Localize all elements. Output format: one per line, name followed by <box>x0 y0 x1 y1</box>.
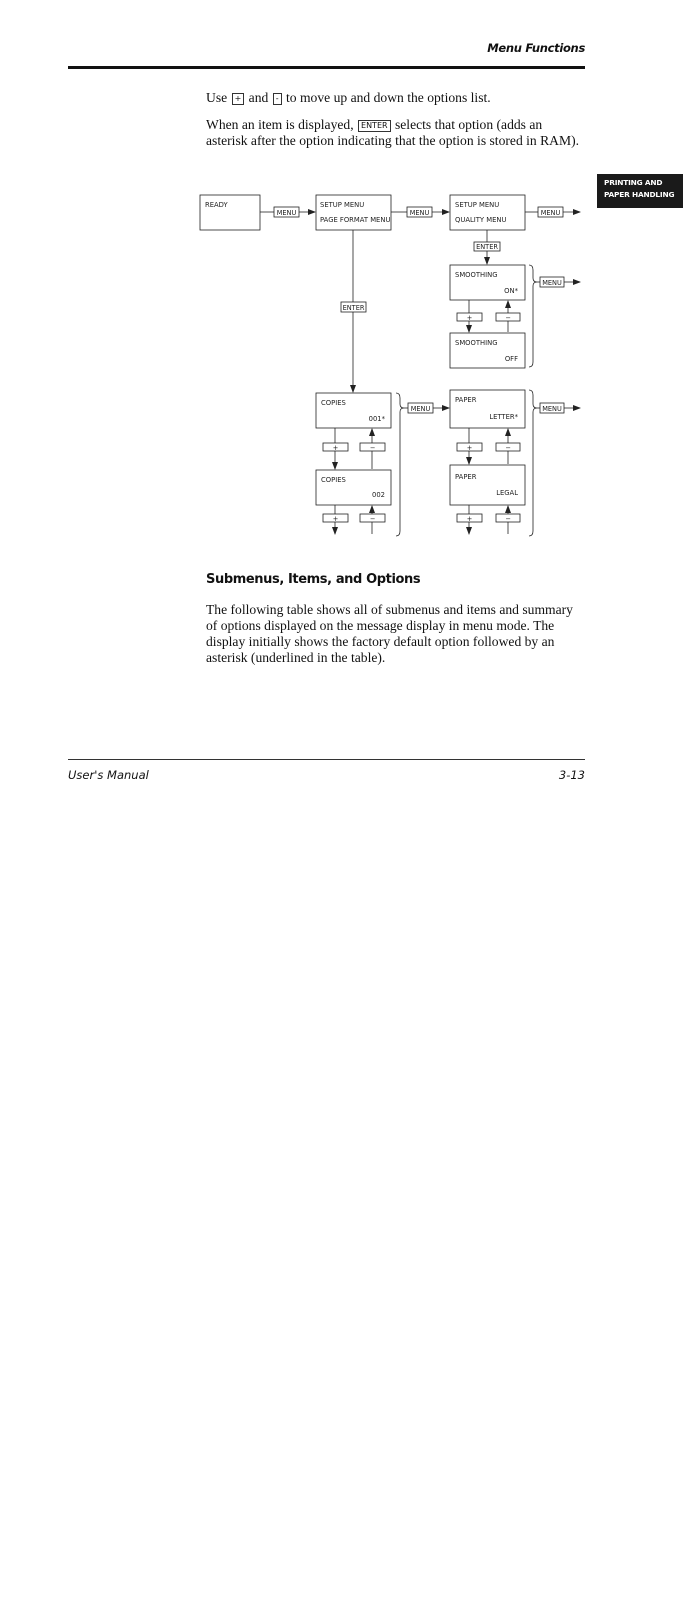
minus-key-label: − <box>505 444 511 452</box>
enter-key-label: ENTER <box>342 304 365 312</box>
paper-label: PAPER <box>455 473 477 481</box>
copies-label: COPIES <box>321 476 346 484</box>
smoothing-on-value: ON* <box>504 287 518 295</box>
minus-key-label: − <box>369 515 376 523</box>
ready-label: READY <box>205 201 228 209</box>
intro-text: and <box>248 90 269 105</box>
plus-key-label: + <box>332 515 339 523</box>
plus-key-glyph: + <box>232 93 245 105</box>
menu-key-label: MENU <box>542 405 562 413</box>
menu-key-label: MENU <box>540 209 561 217</box>
footer-manual-title: User's Manual <box>68 768 149 782</box>
intro-text: selects that option (adds an asterisk after the option indicating that the option is stored in RAM). <box>206 117 580 148</box>
minus-key-label: − <box>505 314 511 322</box>
intro-text: Use <box>206 90 228 105</box>
smoothing-label: SMOOTHING <box>455 271 498 279</box>
paper-label: PAPER <box>455 396 477 404</box>
smoothing-off-value: OFF <box>504 355 518 363</box>
plus-key-label: + <box>466 515 473 523</box>
quality-menu-label: QUALITY MENU <box>455 216 507 224</box>
paper-legal-box <box>450 465 525 505</box>
plus-key-label: + <box>466 314 473 322</box>
running-header: Menu Functions <box>487 41 585 55</box>
page-format-menu-label: PAGE FORMAT MENU <box>320 216 391 224</box>
submenus-paragraph: The following table shows all of submenus and items and summary of options displayed on the message display in menu mode. The display initially shows the factory default option followed by an asterisk (underlined in the table). <box>206 602 573 665</box>
menu-key-label: MENU <box>542 279 562 287</box>
copies-bracket <box>396 393 404 536</box>
page-number: 3-13 <box>558 768 585 782</box>
menu-key-label: MENU <box>410 405 431 413</box>
copies-label: COPIES <box>321 399 346 407</box>
smoothing-bracket <box>529 265 537 367</box>
intro-text: to move up and down the options list. <box>286 90 491 105</box>
paper-bracket <box>529 390 537 536</box>
setup-menu-label: SETUP MENU <box>320 201 365 209</box>
plus-key-label: + <box>332 444 339 452</box>
minus-key-label: − <box>505 515 511 523</box>
menu-flow-diagram <box>0 0 683 560</box>
enter-key-glyph: ENTER <box>358 120 391 132</box>
menu-key-label: MENU <box>276 209 297 217</box>
footer-rule <box>68 759 585 760</box>
paper-legal-value: LEGAL <box>496 489 518 497</box>
copies-002-value: 002 <box>372 491 385 499</box>
minus-key-glyph: - <box>273 93 282 105</box>
section-tab-line2: PAPER HANDLING <box>604 190 675 199</box>
copies-001-value: 001* <box>368 415 385 423</box>
smoothing-label: SMOOTHING <box>455 339 498 347</box>
minus-key-label: − <box>369 444 376 452</box>
section-tab-line1: PRINTING AND <box>604 178 663 187</box>
plus-key-label: + <box>466 444 473 452</box>
enter-key-label: ENTER <box>476 243 498 251</box>
intro-text: When an item is displayed, <box>206 117 354 132</box>
section-heading: Submenus, Items, and Options <box>206 572 421 587</box>
paper-letter-value: LETTER* <box>489 413 518 421</box>
menu-key-label: MENU <box>409 209 430 217</box>
setup-menu-label: SETUP MENU <box>455 201 500 209</box>
